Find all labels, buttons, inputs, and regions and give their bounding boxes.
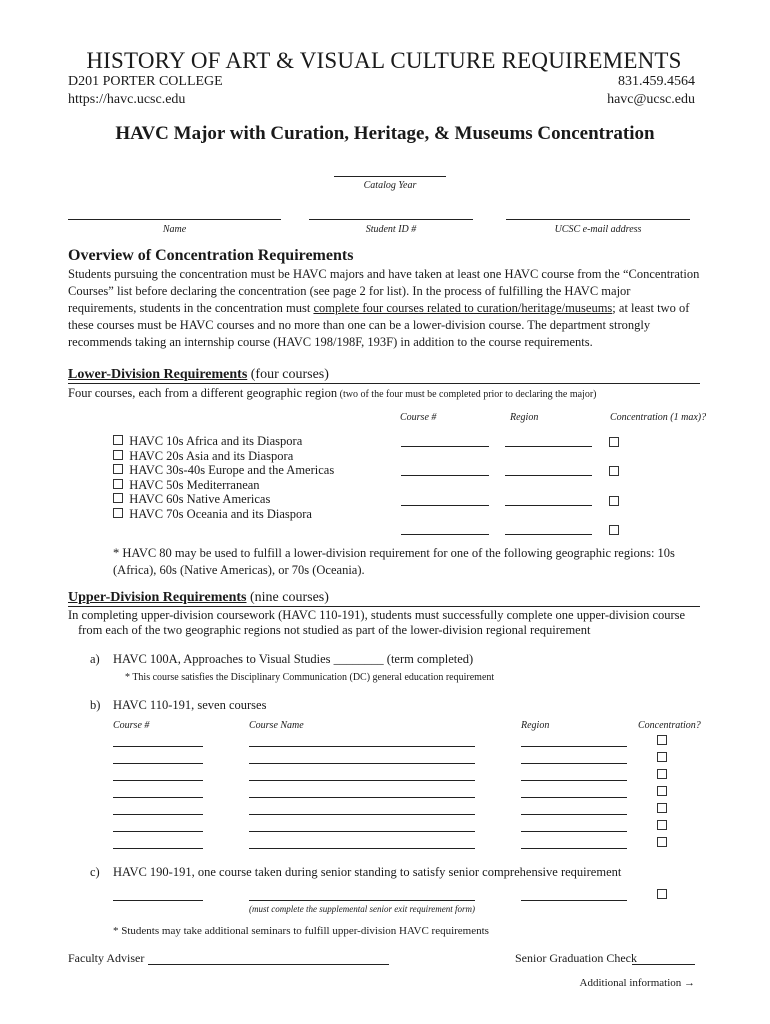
item-b-label: b) <box>90 698 101 712</box>
upper-course-field[interactable] <box>113 848 203 849</box>
lower-course-field[interactable] <box>401 534 489 535</box>
upper-name-field[interactable] <box>249 746 475 747</box>
item-a-note: * This course satisfies the Disciplinary Communication (DC) general education requirement <box>125 672 495 683</box>
department-phone: 831.459.4564 <box>618 74 695 89</box>
lower-concentration-checkbox[interactable] <box>609 437 619 447</box>
additional-information-link[interactable]: Additional information → <box>579 977 695 989</box>
student-id-label: Student ID # <box>365 224 417 235</box>
lower-region-field[interactable] <box>505 446 592 447</box>
checkbox[interactable] <box>113 493 123 503</box>
catalog-year-field[interactable] <box>334 176 446 177</box>
lower-list-item: HAVC 10s Africa and its Diaspora <box>113 434 302 449</box>
department-address: D201 PORTER COLLEGE <box>68 74 223 89</box>
name-field[interactable] <box>68 219 281 220</box>
lower-list-item: HAVC 50s Mediterranean <box>113 478 260 493</box>
upper-name-field[interactable] <box>249 797 475 798</box>
senior-course-field[interactable] <box>113 900 203 901</box>
lower-concentration-checkbox[interactable] <box>609 496 619 506</box>
upper-region-field[interactable] <box>521 797 627 798</box>
lower-col-course: Course # <box>400 412 437 423</box>
upper-concentration-checkbox[interactable] <box>657 820 667 830</box>
upper-region-field[interactable] <box>521 746 627 747</box>
checkbox[interactable] <box>113 435 123 445</box>
upper-course-field[interactable] <box>113 763 203 764</box>
department-email: havc@ucsc.edu <box>607 92 695 107</box>
lower-list-item: HAVC 30s-40s Europe and the Americas <box>113 463 334 478</box>
department-website: https://havc.ucsc.edu <box>68 92 186 107</box>
upper-col-name: Course Name <box>249 720 304 731</box>
item-a-label: a) <box>90 652 100 666</box>
senior-form-note: (must complete the supplemental senior exit requirement form) <box>249 904 476 914</box>
upper-concentration-checkbox[interactable] <box>657 735 667 745</box>
lower-concentration-checkbox[interactable] <box>609 525 619 535</box>
upper-concentration-checkbox[interactable] <box>657 837 667 847</box>
upper-col-concentration: Concentration? <box>638 720 701 731</box>
upper-concentration-checkbox[interactable] <box>657 752 667 762</box>
lower-course-field[interactable] <box>401 475 489 476</box>
senior-region-field[interactable] <box>521 900 627 901</box>
upper-col-course: Course # <box>113 720 150 731</box>
lower-course-field[interactable] <box>401 505 489 506</box>
upper-col-region: Region <box>521 720 550 731</box>
upper-course-field[interactable] <box>113 831 203 832</box>
lower-list-item: HAVC 20s Asia and its Diaspora <box>113 449 293 464</box>
upper-name-field[interactable] <box>249 831 475 832</box>
faculty-adviser-field[interactable] <box>148 964 389 965</box>
upper-course-field[interactable] <box>113 814 203 815</box>
upper-course-field[interactable] <box>113 780 203 781</box>
student-id-field[interactable] <box>309 219 473 220</box>
senior-concentration-checkbox[interactable] <box>657 889 667 899</box>
senior-name-field[interactable] <box>249 900 475 901</box>
item-a-text: HAVC 100A, Approaches to Visual Studies ________ (term completed) <box>113 652 474 666</box>
upper-course-field[interactable] <box>113 797 203 798</box>
checkbox[interactable] <box>113 479 123 489</box>
upper-intro-line-2: from each of the two geographic regions not studied as part of the lower-division regional requirement <box>78 623 591 637</box>
document-title: HISTORY OF ART & VISUAL CULTURE REQUIREMENTS <box>86 48 682 73</box>
upper-name-field[interactable] <box>249 814 475 815</box>
item-b-text: HAVC 110-191, seven courses <box>113 698 267 712</box>
upper-name-field[interactable] <box>249 780 475 781</box>
lower-concentration-checkbox[interactable] <box>609 466 619 476</box>
lower-region-field[interactable] <box>505 534 592 535</box>
lower-course-field[interactable] <box>401 446 489 447</box>
upper-division-heading: Upper-Division Requirements (nine courses) <box>68 590 329 605</box>
havc-80-note: * HAVC 80 may be used to fulfill a lower-division requirement for one of the following geographic regions: 10s (Africa), 60s (Native Americas), or 70s (Oceania). <box>113 546 675 577</box>
concentration-title: HAVC Major with Curation, Heritage, & Museums Concentration <box>115 123 655 144</box>
item-c-label: c) <box>90 865 100 879</box>
senior-graduation-check-label: Senior Graduation Check <box>515 951 637 965</box>
overview-text: Students pursuing the concentration must be HAVC majors and have taken at least one HAVC course from the “Concentration Courses” list before declaring the concentration (see page 2 for list). In the process of fulfilling the HAVC major requirements, students in the concentration must complete four courses related to curation/heritage/museums; at least two of these courses must be HAVC courses and no more than one can be a lower-division course. The department strongly recommends taking an internship course (HAVC 198/198F, 193F) in addition to the course requirements. <box>68 267 700 349</box>
lower-col-region: Region <box>510 412 539 423</box>
upper-name-field[interactable] <box>249 848 475 849</box>
lower-division-rule <box>68 383 700 384</box>
item-c-text: HAVC 190-191, one course taken during senior standing to satisfy senior comprehensive requirement <box>113 865 622 879</box>
lower-list-item: HAVC 70s Oceania and its Diaspora <box>113 507 312 522</box>
checkbox[interactable] <box>113 464 123 474</box>
email-label: UCSC e-mail address <box>554 224 642 235</box>
catalog-year-label: Catalog Year <box>363 180 417 191</box>
email-field[interactable] <box>506 219 690 220</box>
upper-division-rule <box>68 606 700 607</box>
upper-intro-line-1: In completing upper-division coursework (HAVC 110-191), students must successfully complete one upper-division course <box>68 608 686 622</box>
upper-concentration-checkbox[interactable] <box>657 769 667 779</box>
upper-name-field[interactable] <box>249 763 475 764</box>
overview-heading: Overview of Concentration Requirements <box>68 247 354 264</box>
lower-col-concentration: Concentration (1 max)? <box>610 412 707 423</box>
seminar-note: * Students may take additional seminars to fulfill upper-division HAVC requirements <box>113 925 489 937</box>
upper-concentration-checkbox[interactable] <box>657 803 667 813</box>
lower-region-field[interactable] <box>505 475 592 476</box>
checkbox[interactable] <box>113 450 123 460</box>
lower-list-item: HAVC 60s Native Americas <box>113 492 270 507</box>
upper-region-field[interactable] <box>521 763 627 764</box>
faculty-adviser-label: Faculty Adviser <box>68 951 145 965</box>
upper-region-field[interactable] <box>521 831 627 832</box>
lower-division-heading: Lower-Division Requirements (four courses) <box>68 367 329 382</box>
name-label: Name <box>162 224 187 235</box>
upper-region-field[interactable] <box>521 780 627 781</box>
senior-graduation-check-field[interactable] <box>632 964 695 965</box>
upper-concentration-checkbox[interactable] <box>657 786 667 796</box>
lower-division-intro: Four courses, each from a different geographic region (two of the four must be completed prior to declaring the major) <box>68 386 597 400</box>
upper-region-field[interactable] <box>521 848 627 849</box>
checkbox[interactable] <box>113 508 123 518</box>
upper-course-field[interactable] <box>113 746 203 747</box>
upper-region-field[interactable] <box>521 814 627 815</box>
lower-region-field[interactable] <box>505 505 592 506</box>
